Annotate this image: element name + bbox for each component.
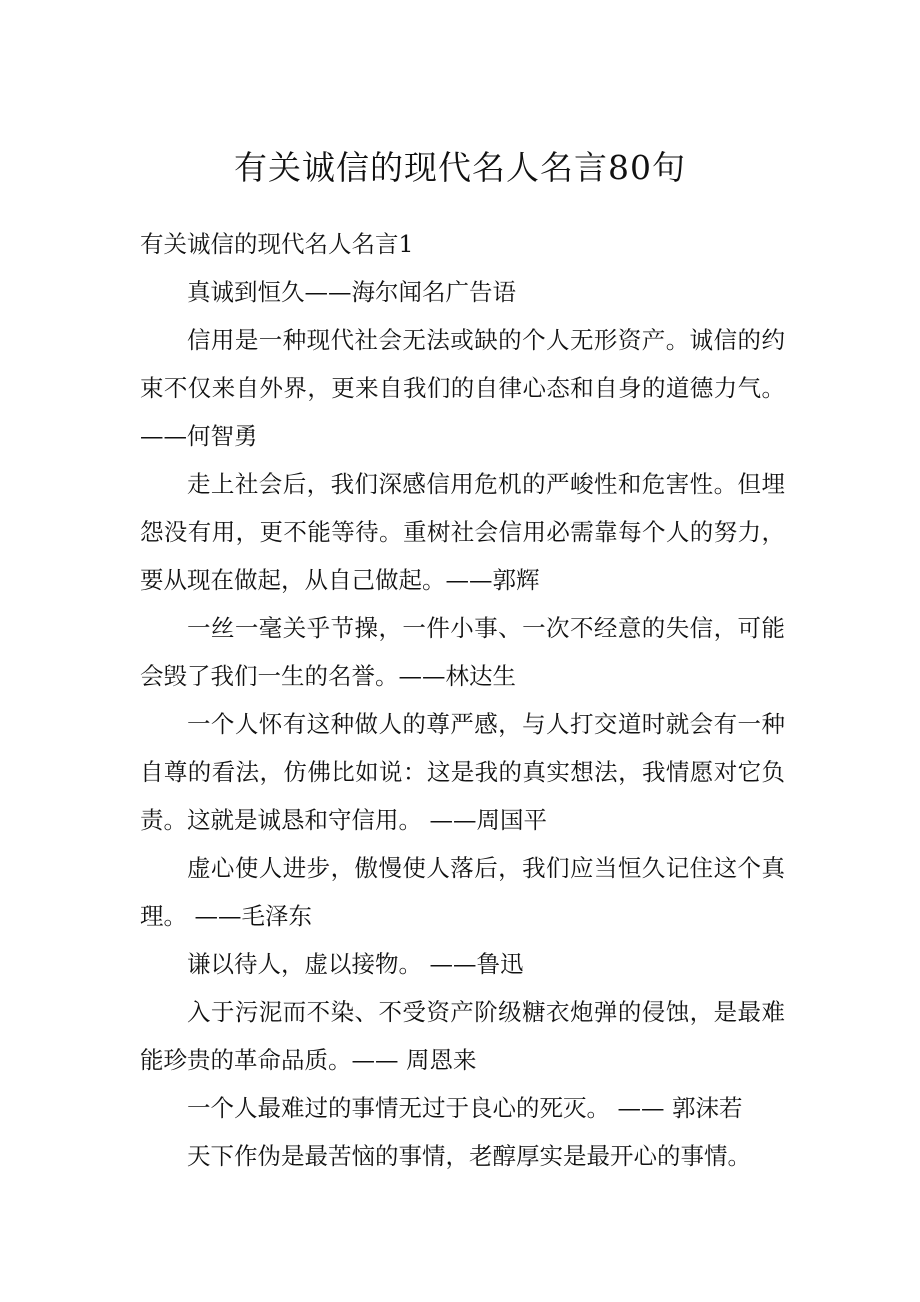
quote-paragraph-1: 真诚到恒久——海尔闻名广告语	[187, 278, 516, 306]
quote-paragraph-4: 一丝一毫关乎节操，一件小事、一次不经意的失信，可能会毁了我们一生的名誉。——林达生	[140, 614, 785, 690]
quote-paragraph-7: 谦以待人，虚以接物。 ——鲁迅	[187, 950, 524, 978]
quote-paragraph-9: 一个人最难过的事情无过于良心的死灭。 —— 郭沫若	[187, 1094, 743, 1122]
quote-paragraph-5: 一个人怀有这种做人的尊严感，与人打交道时就会有一种自尊的看法，仿佛比如说：这是我的真实想法，我情愿对它负责。这就是诚恳和守信用。 ——周国平	[140, 710, 785, 834]
section-heading: 有关诚信的现代名人名言1	[140, 230, 414, 258]
quote-paragraph-2: 信用是一种现代社会无法或缺的个人无形资产。诚信的约束不仅来自外界，更来自我们的自律心态和自身的道德力气。——何智勇	[140, 326, 785, 450]
quote-paragraph-10: 天下作伪是最苦恼的事情，老醇厚实是最开心的事情。	[187, 1142, 751, 1170]
quote-paragraph-6: 虚心使人进步，傲慢使人落后，我们应当恒久记住这个真理。 ——毛泽东	[140, 854, 785, 930]
document-body	[140, 220, 785, 1180]
quote-paragraph-8: 入于污泥而不染、不受资产阶级糖衣炮弹的侵蚀，是最难能珍贵的革命品质。—— 周恩来	[140, 998, 785, 1074]
quote-paragraph-3: 走上社会后，我们深感信用危机的严峻性和危害性。但埋怨没有用，更不能等待。重树社会信用必需靠每个人的努力，要从现在做起，从自己做起。——郭辉	[140, 470, 785, 594]
document-title: 有关诚信的现代名人名言80句	[234, 148, 686, 187]
